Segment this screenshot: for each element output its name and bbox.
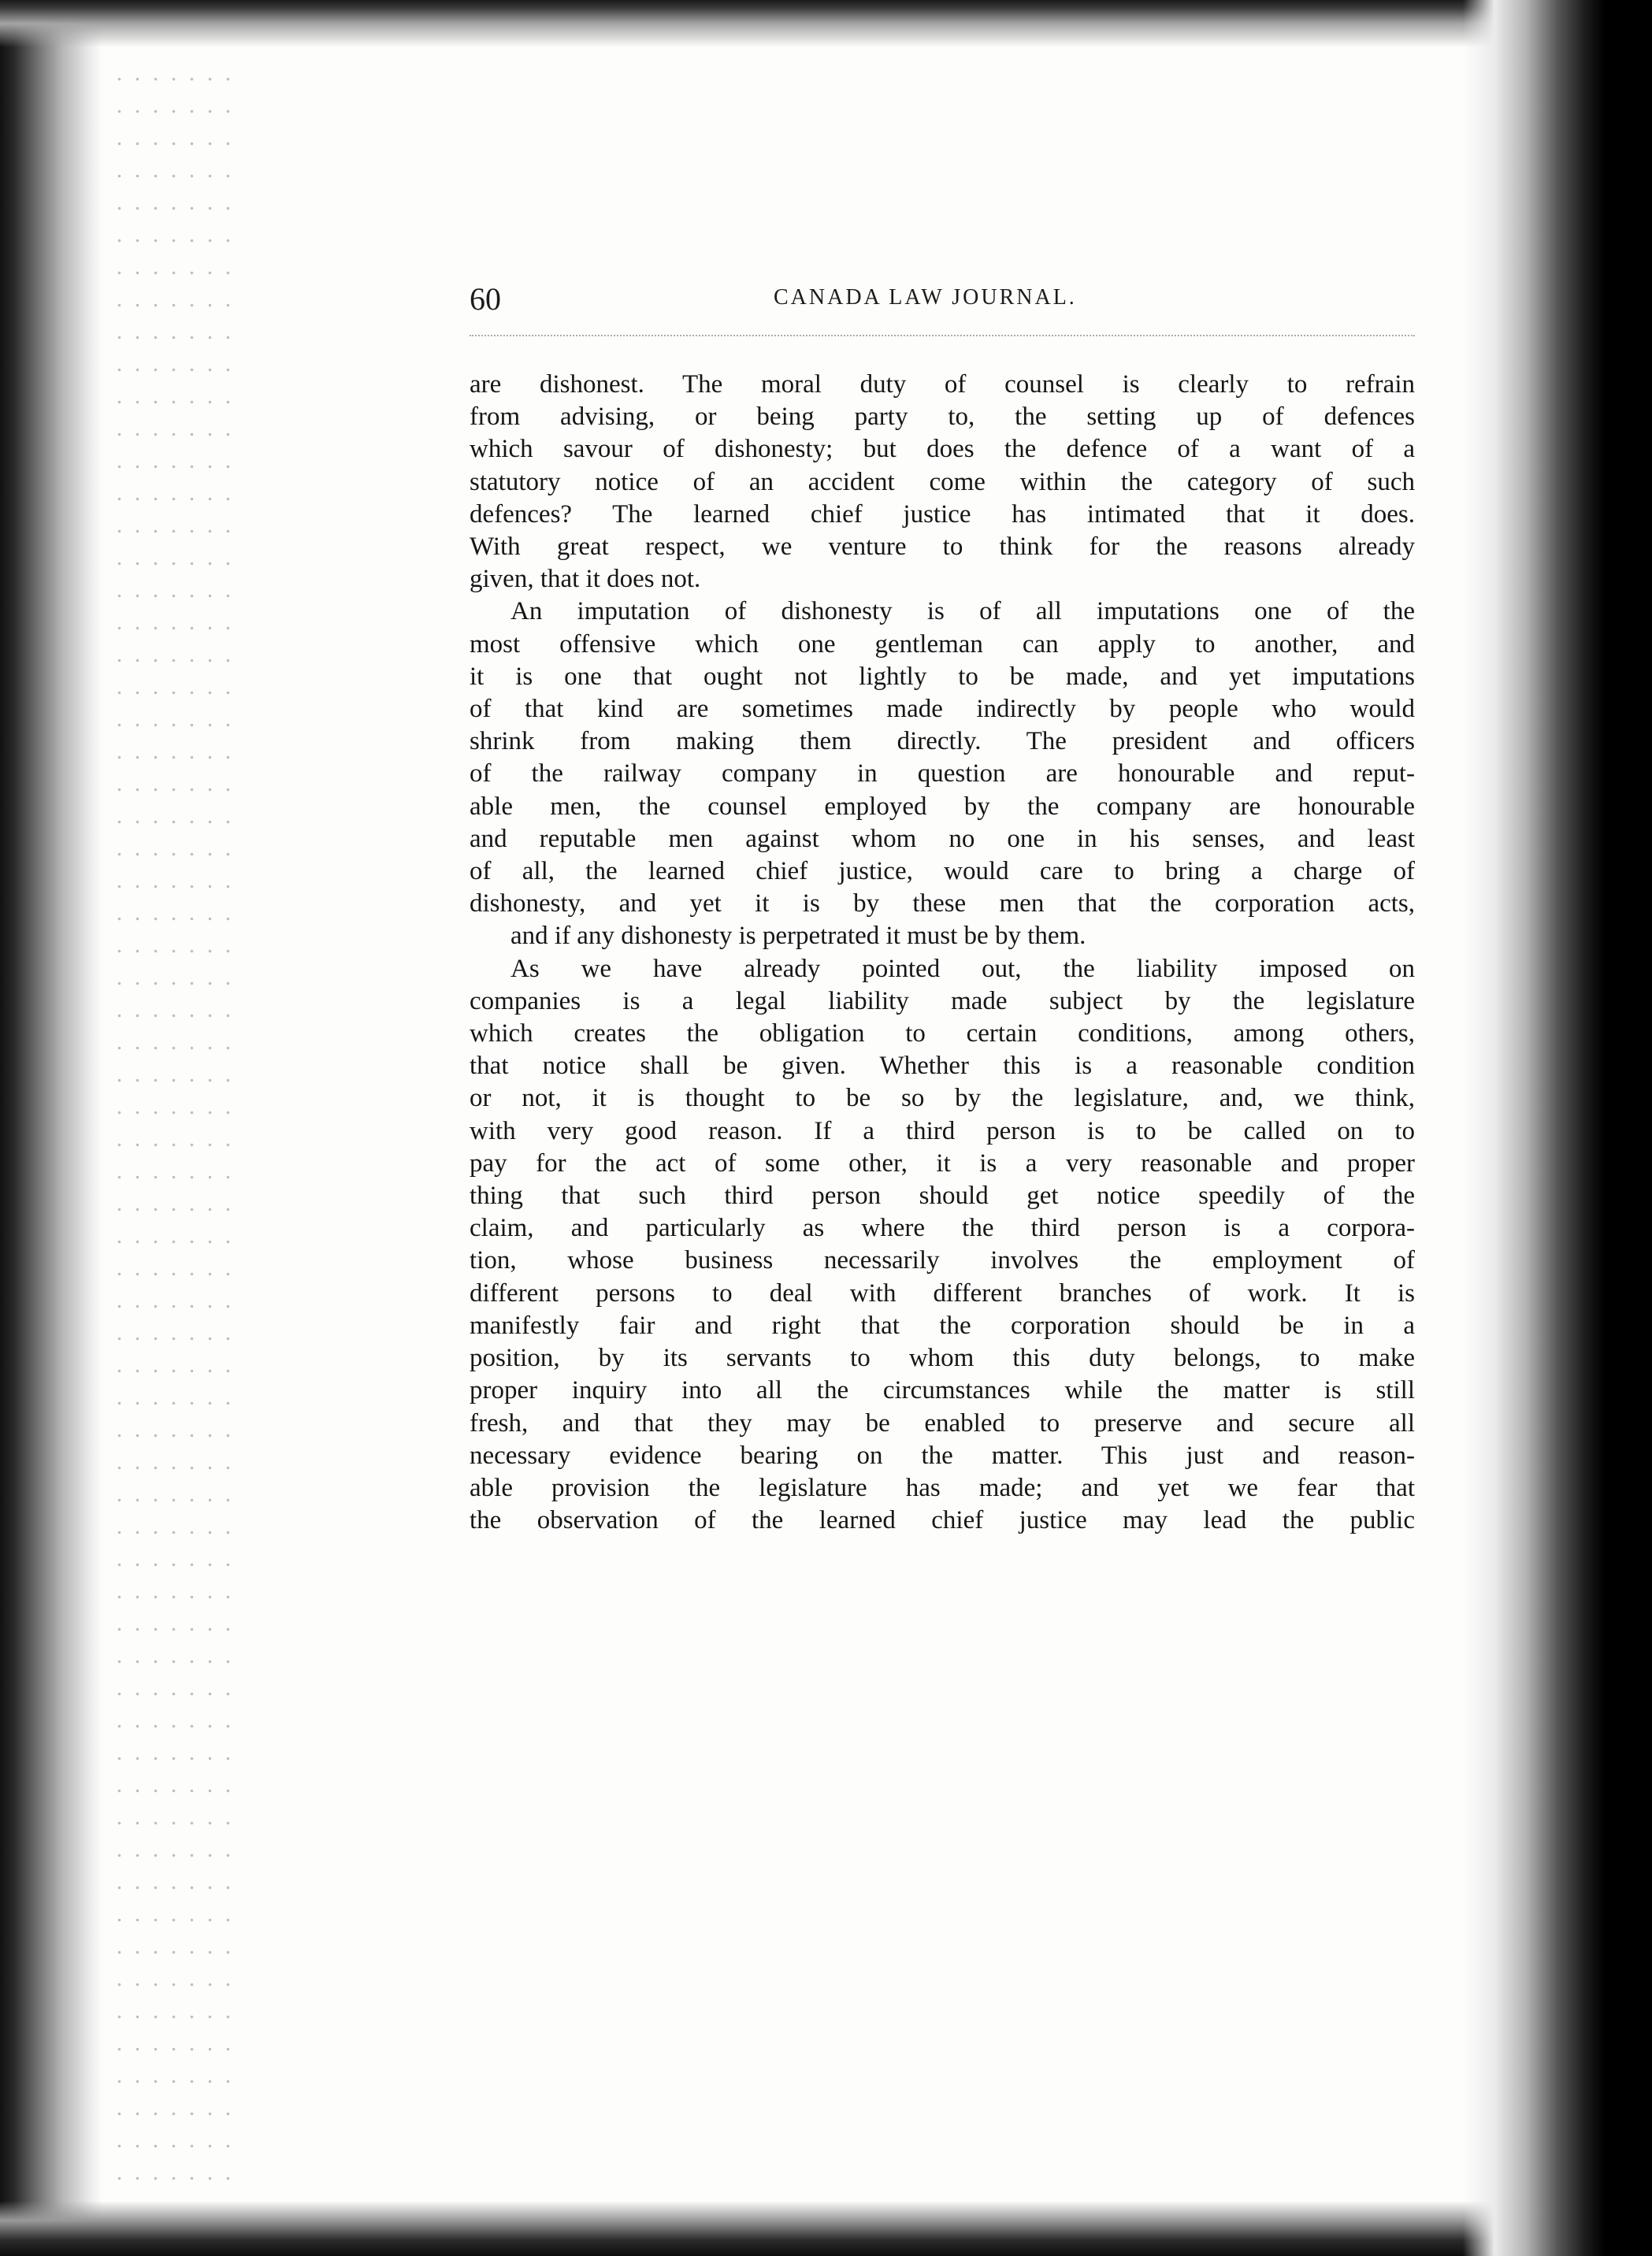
paragraph-2-last-line: and if any dishonesty is perpetrated it must be by them. (510, 922, 1086, 951)
paragraph-1 (470, 369, 1415, 596)
paragraph-3 (470, 953, 1415, 1538)
top-edge-shadow (0, 0, 1652, 47)
paragraph-1-lines: are dishonest. The moral duty of counsel is clearly to refrain from advising, or being party to, the setting up of defences which savour of dishonesty; but does the defence of a want of a statutory notice of an accident come within the category of such defences? The learned chief justice has intimated that it does. With great respect, we venture to think for the reasons already (470, 370, 1415, 562)
body-text (470, 369, 1415, 1537)
page-header (470, 276, 1415, 323)
paragraph-2 (470, 596, 1415, 952)
page-number: 60 (470, 281, 501, 317)
paragraph-2-lines: An imputation of dishonesty is of all imputations one of the most offensive which one gentleman can apply to another, and it is one that ought not lightly to be made, and yet imputations of that kind are sometimes made indirectly by people who would shrink from making them directly. The president and officers of the railway company in question are honourable and reput- able men, the counsel employed by the company are honourable and reputable men against whom no one in his senses, and least of all, the learned chief justice, would care to bring a charge of dishonesty, and yet it is by these men that the corporation acts, (470, 597, 1415, 918)
header-rule (470, 335, 1415, 336)
scan-noise (110, 63, 236, 2190)
paragraph-1-last-line: given, that it does not. (470, 565, 701, 594)
book-spine-shadow (0, 0, 102, 2256)
bottom-edge-shadow (0, 2201, 1652, 2256)
paragraph-3-lines: As we have already pointed out, the liability imposed on companies is a legal liability made subject by the legislature which creates the obligation to certain conditions, among others, that notice shall be given. Whether this is a reasonable condition or not, it is thought to be so by the legislature, and, we think, with very good reason. If a third person is to be called on to pay for the act of some other, it is a very reasonable and proper thing that such third person should get notice speedily of the claim, and particularly as where the third person is a corpora- tion, whose business necessarily involves the employment of different persons to deal with different branches of work. It is manifestly fair and right that the corporation should be in a position, by its servants to whom this duty belongs, to make proper inquiry into all the circumstances while the matter is still fresh, and that they may be enabled to preserve and secure all necessary evidence bearing on the matter. This just and reason- able provision the legislature has made; and yet we fear that the observation of the learned chief justice may lead the public (470, 954, 1415, 1535)
right-edge-shadow (1463, 0, 1652, 2256)
running-head: CANADA LAW JOURNAL. (774, 285, 1077, 310)
